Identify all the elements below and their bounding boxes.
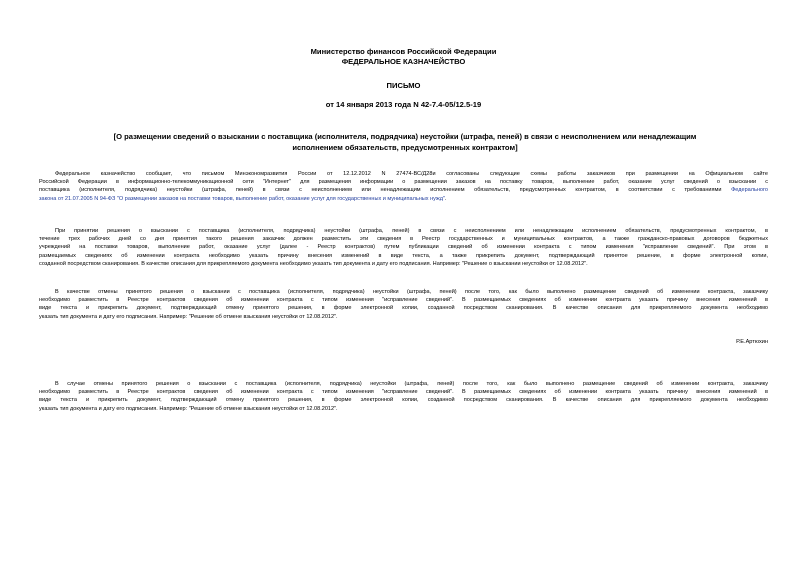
federal-law-link-continued[interactable]: закона от 21.07.2005 N 94-ФЗ "О размещении заказов на поставки товаров, выполнение работ, оказание услуг для государственных и муниципальных нужд" [39, 195, 445, 202]
title-line-1: [О размещении сведений о взыскании с поставщика (исполнителя, подрядчика) неустойки (штрафа, пеней) в связи с неисполнением или ненадлежащим [113, 132, 697, 141]
title-line-2: исполнением обязательств, предусмотренных контрактом] [292, 142, 518, 152]
paragraph-line: необходимо разместить в Реестре контрактов сведения об изменении контракта с типом изменения "исправление сведений". В размещаемых сведениях об изменении контракта указать причину внесения изменений в [39, 389, 768, 396]
paragraph-4 [39, 380, 768, 413]
document-title [60, 132, 750, 153]
document-date-number [0, 100, 807, 110]
paragraph-1 [39, 170, 768, 203]
paragraph-3 [39, 288, 768, 321]
paragraph-text: . [444, 195, 447, 202]
paragraph-text: поставщика (исполнителя, подрядчика) неустойки (штрафа, пеней) в связи с неисполнением или ненадлежащим исполнением обязательств, предусмотренных контрактом, в соответствии с требованиями [39, 187, 722, 194]
letter-header [0, 47, 807, 67]
federal-law-link[interactable]: Федерального [731, 187, 768, 194]
paragraph-line: необходимо разместить в Реестре контрактов сведения об изменении контракта с типом изменения "исправление сведений". В размещаемых сведениях об изменении контракта указать причину внесения изменений в [39, 297, 768, 304]
ministry-name: Министерство финансов Российской Федерации [310, 47, 497, 56]
document-type-label: ПИСЬМО [386, 81, 421, 90]
paragraph-line: указать тип документа и дату его подписания. Например: "Решение об отмене взыскания неустойки от 12.08.2012". [39, 405, 338, 412]
paragraph-line: учреждений на поставки товаров, выполнение работ, оказание услуг (далее - Реестр контрактов) путем публикации сведений об изменении контракта с типом изменения "исправление сведений". При этом в [39, 244, 768, 251]
paragraph-line [39, 227, 768, 235]
paragraph-line: размещаемых сведениях об изменении контракта необходимо указать причину внесения изменений в виде текста, а также прикрепить документ, подтверждающий принятое решение, в форме электронной копии, [39, 252, 768, 259]
paragraph-line: созданной посредством сканирования. В качестве описания для прикрепляемого документа необходимо указать тип документа и дату его подписания. Например: "Решение о взыскании неустойки от 12.08.2012". [39, 260, 588, 267]
paragraph-line [39, 380, 768, 388]
paragraph-line [39, 288, 768, 296]
paragraph-line: виде текста и прикрепить документ, подтверждающий отмену принятого решения, в форме электронной копии, созданной посредством сканирования. В качестве описания для прикрепляемого документа необходимо [39, 397, 768, 404]
paragraph-line: виде текста и прикрепить документ, подтверждающий отмену принятого решения, в форме электронной копии, созданной посредством сканирования. В качестве описания для прикрепляемого документа необходимо [39, 305, 768, 312]
paragraph-line [39, 195, 768, 203]
paragraph-text: В качестве отмены принятого решения о взыскании с поставщика (исполнителя, подрядчика) неустойки (штрафа, пеней) после того, как было выполнено размещение сведений об изменении контракта, заказчику [55, 289, 768, 295]
paragraph-2 [39, 227, 768, 268]
paragraph-line [39, 170, 768, 178]
paragraph-text: В случае отмены принятого решения о взыскании с поставщика (исполнителя, подрядчика) неустойки (штрафа, пеней) после того, как было выполнено размещение сведений об изменении контракта, заказчику [55, 381, 768, 387]
agency-name: ФЕДЕРАЛЬНОЕ КАЗНАЧЕЙСТВО [341, 57, 466, 66]
paragraph-text: При принятии решения о взыскании с поставщика (исполнителя, подрядчика) неустойки (штрафа, пеней) в связи с неисполнением или ненадлежащим исполнением обязательств, предусмотренных контрактом, в [55, 228, 768, 234]
paragraph-line: указать тип документа и дату его подписания. Например: "Решение об отмене взыскания неустойки от 12.08.2012". [39, 313, 338, 320]
document-date-number-text: от 14 января 2013 года N 42-7.4-05/12.5-19 [325, 100, 482, 109]
paragraph-line: Российской Федерации в информационно-телекоммуникационной сети "Интернет" для размещения информации о размещении заказов на поставку товаров, выполнение работ, оказание услуг сведений о взыскании с [39, 179, 768, 186]
signature: Р.Е.Артюхин [736, 339, 768, 345]
paragraph-text: Федеральное казначейство сообщает, что письмом Минэкономразвития России от 12.12.2012 N 27474-ВС/Д28и согласованы следующие схемы работы заказчиков при размещении на Официальном сайте [55, 171, 768, 177]
paragraph-line: течение трех рабочих дней со дня принятия такого решения заказчик должен разместить эти сведения в Реестр государственных и муниципальных контрактов, а также гражданско-правовых договоров бюджетных [39, 236, 768, 243]
paragraph-line [39, 186, 768, 194]
document-type [0, 81, 807, 91]
